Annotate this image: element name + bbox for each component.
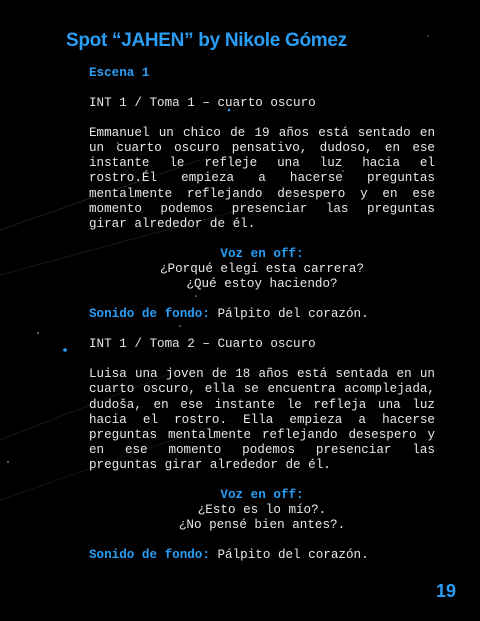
shot-2-sound-label: Sonido de fondo: (89, 548, 210, 563)
star-dot (63, 348, 67, 352)
document-title: Spot “JAHEN” by Nikole Gómez (66, 30, 347, 51)
star-dot (7, 461, 9, 463)
shot-2-sound (89, 548, 435, 563)
shot-1-voice-label: Voz en off: (220, 246, 304, 261)
shot-1-sound (89, 307, 435, 322)
script-content (89, 66, 435, 563)
shot-2-voice-line: ¿No pensé bien antes?. (178, 518, 346, 533)
shot-2-voice-line: ¿Esto es lo mío?. (197, 503, 327, 518)
scene-heading: Escena 1 (89, 66, 150, 80)
shot-2-voice-label: Voz en off: (220, 487, 304, 502)
shot-1-voice-line: ¿Porqué elegí esta carrera? (159, 261, 365, 276)
shot-1-sound-text: Pálpito del corazón. (217, 307, 369, 322)
page-number: 19 (436, 581, 457, 601)
star-dot (427, 35, 428, 36)
shot-1-label: INT 1 / Toma 1 – cuarto oscuro (89, 96, 316, 111)
shot-2-sound-text: Pálpito del corazón. (217, 548, 369, 563)
star-dot (37, 332, 39, 334)
shot-1-sound-label: Sonido de fondo: (89, 307, 210, 322)
shot-1-voice-line: ¿Qué estoy haciendo? (186, 277, 338, 292)
shot-2-description: Luisa una joven de 18 años está sentada en un cuarto oscuro, ella se encuentra acomplejada, dudoša, en ese instante le refleja una luz hacia el rostro. Ella empieza a hacerse preguntas mentalmente reflejando desespero y en ese momento podemos presenciar las preguntas girar alrededor de él. (89, 367, 435, 472)
shot-1-description: Emmanuel un chico de 19 años está sentado en un cuarto oscuro pensativo, dudoso, en ese instante le refleje una luz hacia el rostro.Él empieza a hacerse preguntas mentalmente reflejando desespero y en ese momento podemos presenciar las preguntas girar alrededor de él. (89, 126, 435, 231)
shot-2-label: INT 1 / Toma 2 – Cuarto oscuro (89, 337, 316, 352)
